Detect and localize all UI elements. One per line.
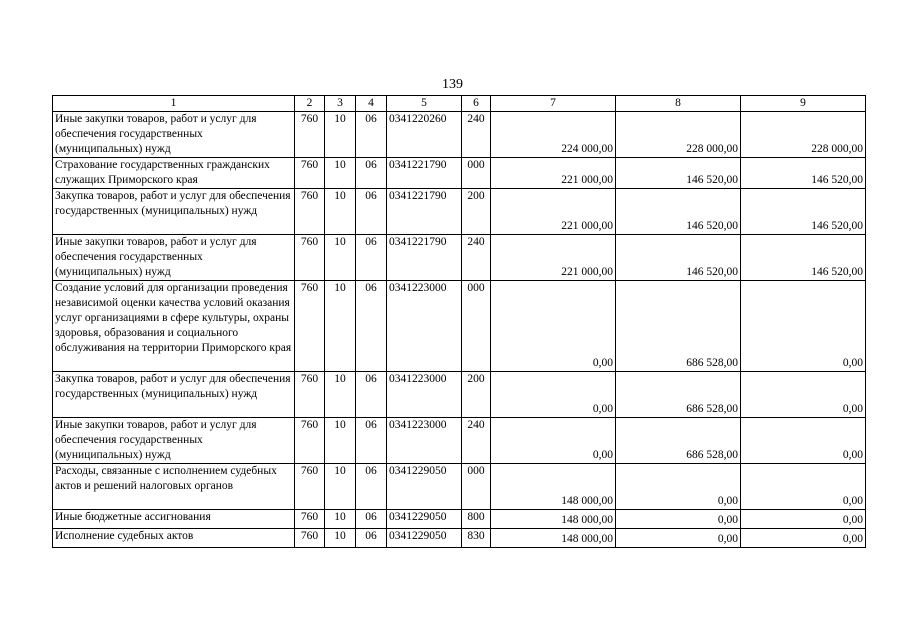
cell-c9: 0,00 bbox=[741, 529, 866, 548]
cell-c2: 760 bbox=[295, 529, 325, 548]
table-row bbox=[53, 529, 866, 548]
cell-c4: 06 bbox=[356, 158, 387, 189]
column-header: 1 bbox=[53, 96, 295, 112]
cell-c4: 06 bbox=[356, 464, 387, 510]
cell-c5: 0341229050 bbox=[387, 510, 462, 529]
cell-c6: 830 bbox=[462, 529, 491, 548]
row-name: Создание условий для организации проведения независимой оценки качества условий оказания услуг организациями в сфере культуры, охраны здоровья, образования и социального обслуживания на территории Приморского края bbox=[53, 281, 295, 372]
cell-c6: 000 bbox=[462, 158, 491, 189]
column-header: 6 bbox=[462, 96, 491, 112]
cell-c6: 240 bbox=[462, 418, 491, 464]
cell-c6: 240 bbox=[462, 235, 491, 281]
cell-c3: 10 bbox=[325, 529, 356, 548]
table-row bbox=[53, 281, 866, 372]
cell-c7: 0,00 bbox=[491, 372, 616, 418]
cell-c5: 0341223000 bbox=[387, 281, 462, 372]
cell-c2: 760 bbox=[295, 281, 325, 372]
cell-c9: 0,00 bbox=[741, 464, 866, 510]
row-name: Исполнение судебных актов bbox=[53, 529, 295, 548]
cell-c5: 0341221790 bbox=[387, 189, 462, 235]
row-name: Иные закупки товаров, работ и услуг для обеспечения государственных (муниципальных) нужд bbox=[53, 112, 295, 158]
cell-c6: 800 bbox=[462, 510, 491, 529]
cell-c4: 06 bbox=[356, 372, 387, 418]
table-row bbox=[53, 189, 866, 235]
cell-c3: 10 bbox=[325, 372, 356, 418]
column-header: 5 bbox=[387, 96, 462, 112]
column-header: 9 bbox=[741, 96, 866, 112]
cell-c9: 0,00 bbox=[741, 281, 866, 372]
table-row bbox=[53, 510, 866, 529]
cell-c3: 10 bbox=[325, 418, 356, 464]
column-header: 2 bbox=[295, 96, 325, 112]
cell-c8: 146 520,00 bbox=[616, 189, 741, 235]
cell-c3: 10 bbox=[325, 281, 356, 372]
cell-c8: 0,00 bbox=[616, 510, 741, 529]
table-row bbox=[53, 464, 866, 510]
cell-c9: 146 520,00 bbox=[741, 189, 866, 235]
table-row bbox=[53, 112, 866, 158]
cell-c9: 0,00 bbox=[741, 372, 866, 418]
budget-table bbox=[52, 95, 866, 548]
cell-c5: 0341223000 bbox=[387, 372, 462, 418]
cell-c7: 224 000,00 bbox=[491, 112, 616, 158]
cell-c9: 0,00 bbox=[741, 418, 866, 464]
cell-c7: 148 000,00 bbox=[491, 529, 616, 548]
column-header: 3 bbox=[325, 96, 356, 112]
cell-c5: 0341229050 bbox=[387, 529, 462, 548]
cell-c5: 0341220260 bbox=[387, 112, 462, 158]
column-header: 7 bbox=[491, 96, 616, 112]
row-name: Иные закупки товаров, работ и услуг для обеспечения государственных (муниципальных) нужд bbox=[53, 235, 295, 281]
cell-c9: 228 000,00 bbox=[741, 112, 866, 158]
cell-c2: 760 bbox=[295, 235, 325, 281]
cell-c7: 221 000,00 bbox=[491, 158, 616, 189]
cell-c6: 240 bbox=[462, 112, 491, 158]
cell-c7: 0,00 bbox=[491, 281, 616, 372]
cell-c2: 760 bbox=[295, 158, 325, 189]
cell-c5: 0341229050 bbox=[387, 464, 462, 510]
page-number: 139 bbox=[442, 77, 463, 92]
cell-c6: 200 bbox=[462, 372, 491, 418]
cell-c4: 06 bbox=[356, 529, 387, 548]
cell-c5: 0341221790 bbox=[387, 158, 462, 189]
cell-c8: 0,00 bbox=[616, 464, 741, 510]
cell-c7: 148 000,00 bbox=[491, 464, 616, 510]
row-name: Закупка товаров, работ и услуг для обеспечения государственных (муниципальных) нужд bbox=[53, 372, 295, 418]
cell-c3: 10 bbox=[325, 464, 356, 510]
row-name: Закупка товаров, работ и услуг для обеспечения государственных (муниципальных) нужд bbox=[53, 189, 295, 235]
cell-c6: 000 bbox=[462, 281, 491, 372]
cell-c7: 221 000,00 bbox=[491, 235, 616, 281]
cell-c8: 686 528,00 bbox=[616, 372, 741, 418]
cell-c8: 0,00 bbox=[616, 529, 741, 548]
cell-c3: 10 bbox=[325, 510, 356, 529]
row-name: Страхование государственных гражданских служащих Приморского края bbox=[53, 158, 295, 189]
cell-c5: 0341223000 bbox=[387, 418, 462, 464]
cell-c3: 10 bbox=[325, 235, 356, 281]
cell-c8: 146 520,00 bbox=[616, 235, 741, 281]
cell-c9: 146 520,00 bbox=[741, 235, 866, 281]
cell-c3: 10 bbox=[325, 112, 356, 158]
row-name: Иные закупки товаров, работ и услуг для обеспечения государственных (муниципальных) нужд bbox=[53, 418, 295, 464]
column-header: 4 bbox=[356, 96, 387, 112]
cell-c2: 760 bbox=[295, 189, 325, 235]
cell-c4: 06 bbox=[356, 189, 387, 235]
cell-c7: 221 000,00 bbox=[491, 189, 616, 235]
cell-c8: 686 528,00 bbox=[616, 281, 741, 372]
cell-c8: 228 000,00 bbox=[616, 112, 741, 158]
cell-c4: 06 bbox=[356, 235, 387, 281]
cell-c2: 760 bbox=[295, 112, 325, 158]
table-row bbox=[53, 235, 866, 281]
cell-c7: 0,00 bbox=[491, 418, 616, 464]
table-row bbox=[53, 158, 866, 189]
cell-c3: 10 bbox=[325, 189, 356, 235]
table-row bbox=[53, 418, 866, 464]
column-header: 8 bbox=[616, 96, 741, 112]
cell-c6: 000 bbox=[462, 464, 491, 510]
cell-c4: 06 bbox=[356, 510, 387, 529]
cell-c7: 148 000,00 bbox=[491, 510, 616, 529]
cell-c3: 10 bbox=[325, 158, 356, 189]
cell-c5: 0341221790 bbox=[387, 235, 462, 281]
cell-c6: 200 bbox=[462, 189, 491, 235]
cell-c9: 0,00 bbox=[741, 510, 866, 529]
cell-c2: 760 bbox=[295, 418, 325, 464]
cell-c4: 06 bbox=[356, 281, 387, 372]
row-name: Иные бюджетные ассигнования bbox=[53, 510, 295, 529]
cell-c2: 760 bbox=[295, 372, 325, 418]
row-name: Расходы, связанные с исполнением судебных актов и решений налоговых органов bbox=[53, 464, 295, 510]
table-row bbox=[53, 372, 866, 418]
cell-c9: 146 520,00 bbox=[741, 158, 866, 189]
cell-c8: 686 528,00 bbox=[616, 418, 741, 464]
cell-c2: 760 bbox=[295, 464, 325, 510]
cell-c8: 146 520,00 bbox=[616, 158, 741, 189]
cell-c4: 06 bbox=[356, 112, 387, 158]
cell-c4: 06 bbox=[356, 418, 387, 464]
header-row bbox=[53, 96, 866, 112]
cell-c2: 760 bbox=[295, 510, 325, 529]
